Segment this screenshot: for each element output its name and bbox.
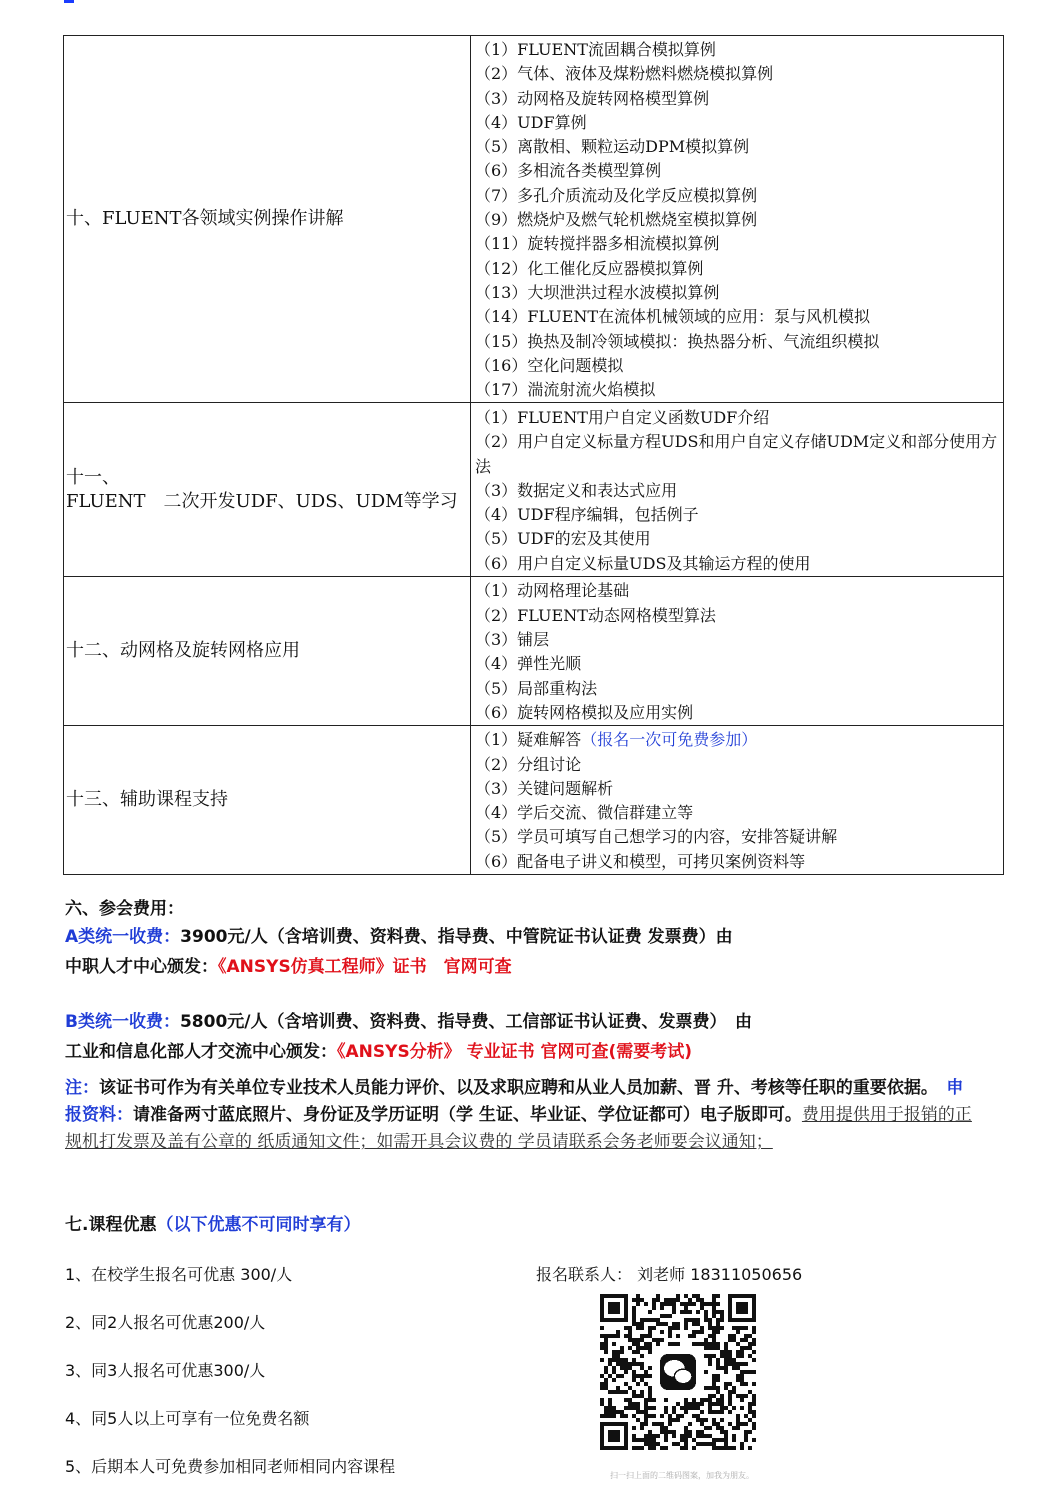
list-item: （13）大坝泄洪过程水波模拟算例 <box>475 282 720 302</box>
list-item: （9）燃烧炉及燃气轮机燃烧室模拟算例 <box>475 210 758 230</box>
list-item: （5）局部重构法 <box>475 678 598 698</box>
fee-a-line <box>65 924 985 950</box>
list-item: （3）动网格及旋转网格模型算例 <box>475 88 710 108</box>
apply-text: 请准备两寸蓝底照片、身份证及学历证明（学 生证、毕业证、学位证都可）电子版即可。 <box>133 1105 802 1125</box>
list-item: （15）换热及制冷领域模拟：换热器分析、气流组织模拟 <box>475 331 880 351</box>
topic-label: 十二、动网格及旋转网格应用 <box>66 640 300 662</box>
fee-a-text: 3900元/人（含培训费、资料费、指导费、中管院证书认证费 发票费）由 <box>180 927 733 947</box>
list-item <box>475 728 999 752</box>
items-cell <box>471 577 1004 726</box>
list-item: （2）气体、液体及煤粉燃料燃烧模拟算例 <box>475 64 774 84</box>
list-item: （5）UDF的宏及其使用 <box>475 529 651 549</box>
list-item: （16）空化问题模拟 <box>475 355 624 375</box>
fee-b-label: B类统一收费： <box>65 1012 180 1032</box>
list-item: （3）关键问题解析 <box>475 778 614 798</box>
list-item: （1）动网格理论基础 <box>475 581 630 601</box>
list-item: （4）UDF程序编辑，包括例子 <box>475 505 699 525</box>
topic-cell <box>64 726 471 875</box>
list-item: （2）分组讨论 <box>475 754 582 774</box>
certificate-note <box>65 1075 980 1156</box>
qr-caption: 扫一扫上面的二维码图案，加我为朋友。 <box>610 1471 754 1480</box>
contact-phone: 18311050656 <box>690 1265 803 1284</box>
discount-item: 1、在校学生报名可优惠 300/人 <box>65 1265 293 1284</box>
table-row <box>64 403 1004 577</box>
items-cell <box>471 726 1004 875</box>
discount-item: 3、同3人报名可优惠300/人 <box>65 1361 266 1380</box>
fee-b-issuer: 工业和信息化部人才交流中心颁发： <box>65 1042 337 1062</box>
discount-item: 2、同2人报名可优惠200/人 <box>65 1313 266 1332</box>
fee-a-label: A类统一收费： <box>65 927 181 947</box>
list-item: （11）旋转搅拌器多相流模拟算例 <box>475 234 720 254</box>
table-row <box>64 726 1004 875</box>
topic-cell <box>64 577 471 726</box>
contact-name: 刘老师 <box>637 1265 686 1284</box>
list-item: （17）湍流射流火焰模拟 <box>475 380 656 400</box>
fee-a-issuer: 中职人才中心颁发： <box>65 957 218 977</box>
wechat-qr-code <box>596 1290 760 1454</box>
discount-item: 5、后期本人可免费参加相同老师相同内容课程 <box>65 1457 396 1476</box>
topic-label-line1: 十一、 <box>66 466 120 488</box>
list-item: （6）配备电子讲义和模型，可拷贝案例资料等 <box>475 851 806 871</box>
contact-line <box>536 1263 802 1287</box>
list-item: （4）UDF算例 <box>475 112 587 132</box>
top-edge-mark <box>64 0 74 3</box>
list-item: （2）用户自定义标量方程UDS和用户自定义存储UDM定义和部分使用方法 <box>475 432 998 476</box>
course-outline-table <box>63 35 1004 875</box>
contact-label: 报名联系人： <box>536 1265 633 1284</box>
table-row <box>64 577 1004 726</box>
discounts-heading <box>65 1212 360 1238</box>
list-item: （14）FLUENT在流体机械领域的应用：泵与风机模拟 <box>475 307 871 327</box>
list-item: （1）FLUENT用户自定义函数UDF介绍 <box>475 407 770 427</box>
list-item: （6）多相流各类模型算例 <box>475 161 662 181</box>
table-row <box>64 36 1004 403</box>
topic-cell <box>64 36 471 403</box>
list-item: （4）弹性光顺 <box>475 654 582 674</box>
list-item: （2）FLUENT动态网格模型算法 <box>475 605 716 625</box>
topic-label: 十三、辅助课程支持 <box>66 789 228 811</box>
note-label: 注： <box>65 1078 99 1098</box>
fee-a-cert: 《ANSYS仿真工程师》证书 官网可查 <box>218 957 512 977</box>
topic-label-line2: FLUENT 二次开发UDF、UDS、UDM等学习 <box>66 490 458 512</box>
list-item: （12）化工催化反应器模拟算例 <box>475 258 704 278</box>
invoice-text: 费用提供用于报销的正规机打发票及盖有公章的 纸质通知文件；如需开具会议费的 学员请联系会务老师要会议通知； <box>65 1105 972 1152</box>
item-text: （1）疑难解答 <box>475 730 582 750</box>
fee-b-line <box>65 1009 985 1035</box>
discounts-note: （以下优惠不可同时享有） <box>156 1215 361 1235</box>
fee-b-cert-line <box>65 1039 985 1065</box>
apply-label: 申报资料： <box>65 1078 964 1125</box>
discounts-title: 七.课程优惠 <box>65 1215 157 1235</box>
free-participation-note: （报名一次可免费参加） <box>581 730 758 750</box>
discount-item: 4、同5人以上可享有一位免费名额 <box>65 1409 310 1428</box>
list-item: （4）学后交流、微信群建立等 <box>475 803 694 823</box>
topic-label: 十、FLUENT各领域实例操作讲解 <box>66 208 344 230</box>
list-item: （3）数据定义和表达式应用 <box>475 480 678 500</box>
list-item: （7）多孔介质流动及化学反应模拟算例 <box>475 185 758 205</box>
list-item: （5）离散相、颗粒运动DPM模拟算例 <box>475 137 750 157</box>
topic-cell <box>64 403 471 577</box>
fees-heading: 六、参会费用： <box>65 899 184 919</box>
fee-b-text: 5800元/人（含培训费、资料费、指导费、工信部证书认证费、发票费） 由 <box>179 1012 752 1032</box>
note-text: 该证书可作为有关单位专业技术人员能力评价、以及求职应聘和从业人员加薪、晋 升、考核等任职的重要依据。 <box>99 1078 930 1098</box>
list-item: （1）FLUENT流固耦合模拟算例 <box>475 40 716 59</box>
items-cell <box>471 403 1004 577</box>
list-item: （6）用户自定义标量UDS及其输运方程的使用 <box>475 553 811 573</box>
items-cell <box>471 36 1004 403</box>
list-item: （6）旋转网格模拟及应用实例 <box>475 702 694 722</box>
list-item: （5）学员可填写自己想学习的内容，安排答疑讲解 <box>475 827 838 847</box>
wechat-icon <box>656 1350 700 1394</box>
fee-a-cert-line <box>65 954 985 980</box>
fee-b-cert: 《ANSYS分析》 专业证书 官网可查(需要考试) <box>337 1042 693 1062</box>
list-item: （3）铺层 <box>475 630 550 650</box>
